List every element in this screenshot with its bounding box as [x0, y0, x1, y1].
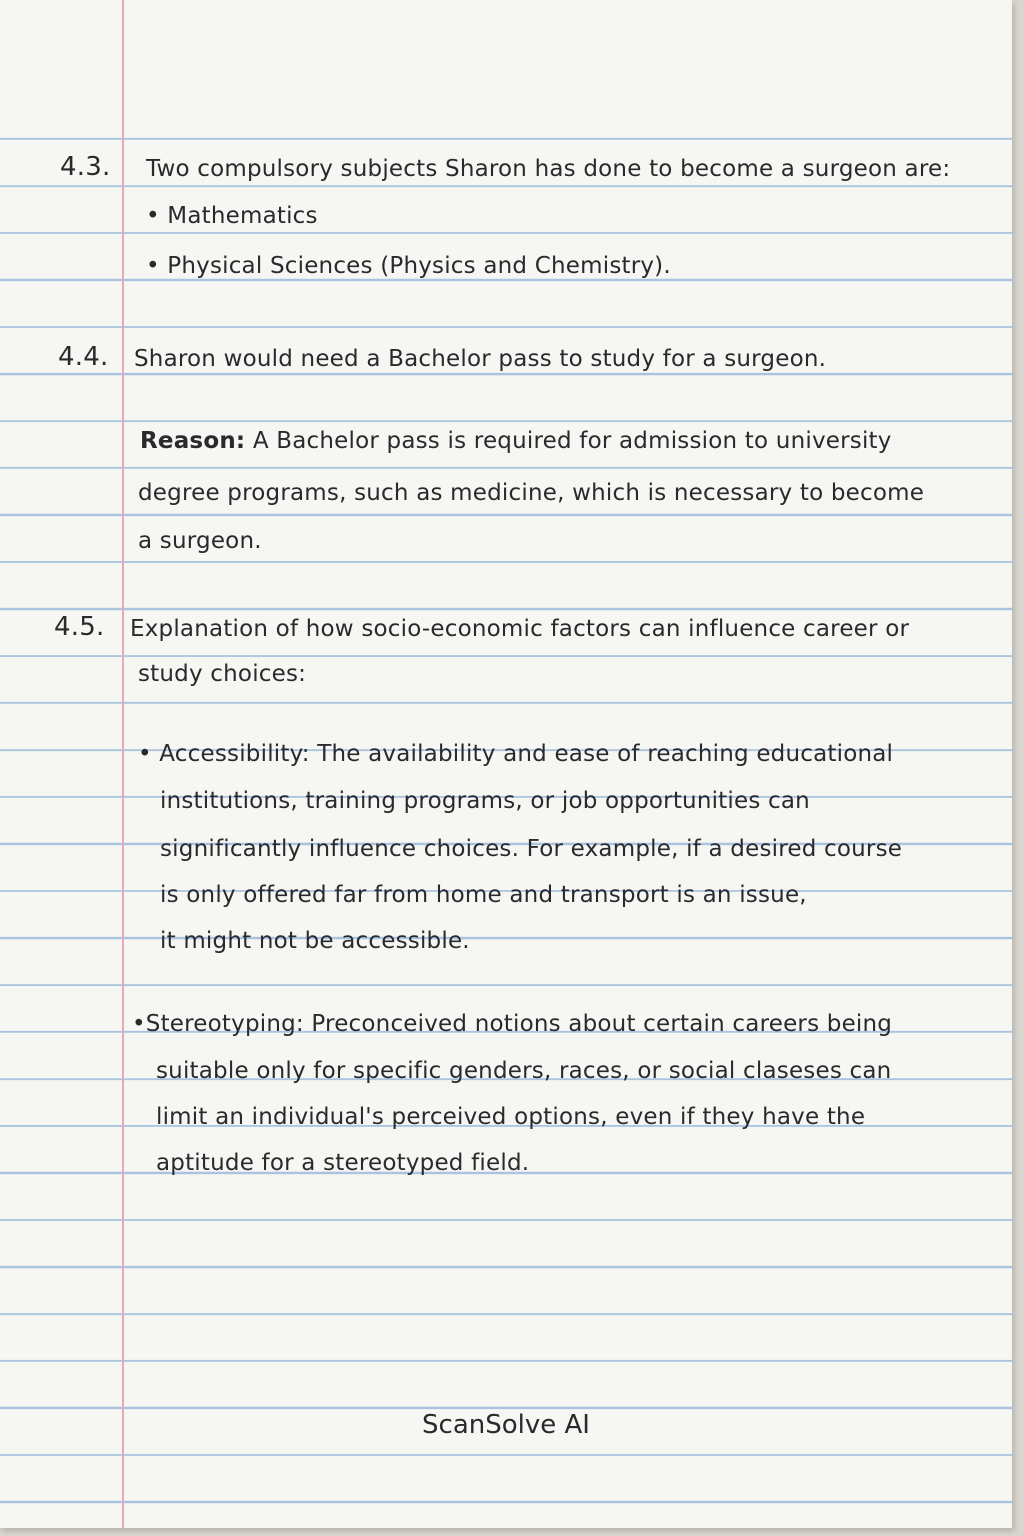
point-line: limit an individual's perceived options, even if they have the	[156, 1104, 866, 1130]
question-4-3-heading: Two compulsory subjects Sharon has done to become a surgeon are:	[146, 156, 951, 182]
point-line: suitable only for specific genders, races, or social claseses can	[156, 1058, 892, 1084]
point-line: it might not be accessible.	[160, 928, 470, 954]
bullet-item: • Physical Sciences (Physics and Chemistry).	[146, 253, 671, 279]
question-number-4-4: 4.4.	[58, 342, 109, 372]
point-line: institutions, training programs, or job opportunities can	[160, 788, 810, 814]
point-text: The availability and ease of reaching educational	[317, 741, 894, 767]
question-4-5-intro: Explanation of how socio-economic factors can influence career or	[130, 616, 910, 642]
reason-line	[140, 430, 892, 453]
reason-line: degree programs, such as medicine, which is necessary to become	[138, 480, 925, 506]
footer-watermark: ScanSolve AI	[422, 1410, 590, 1440]
bullet-text: Mathematics	[167, 203, 318, 229]
point-text: Preconceived notions about certain careers being	[311, 1011, 893, 1037]
bullet-item: • Mathematics	[146, 203, 318, 229]
point-line: • Accessibility: The availability and ease of reaching educational	[138, 741, 894, 767]
question-number-4-5: 4.5.	[54, 612, 105, 642]
reason-text: A Bachelor pass is required for admission to university	[252, 428, 892, 454]
bullet-text: Physical Sciences (Physics and Chemistry).	[167, 253, 671, 279]
point-line: aptitude for a stereotyped field.	[156, 1150, 530, 1176]
reason-label: Reason:	[140, 428, 246, 454]
point-label: Stereotyping:	[145, 1011, 304, 1037]
point-line: significantly influence choices. For example, if a desired course	[160, 836, 903, 862]
point-line: is only offered far from home and transport is an issue,	[160, 882, 807, 908]
question-number-4-3: 4.3.	[60, 152, 111, 182]
question-4-5-intro: study choices:	[138, 661, 307, 687]
point-line: •Stereotyping: Preconceived notions about certain careers being	[132, 1011, 893, 1037]
question-4-4-statement: Sharon would need a Bachelor pass to study for a surgeon.	[134, 346, 827, 372]
margin-line	[122, 0, 124, 1528]
point-label: Accessibility:	[159, 741, 310, 767]
reason-line: a surgeon.	[138, 528, 262, 554]
